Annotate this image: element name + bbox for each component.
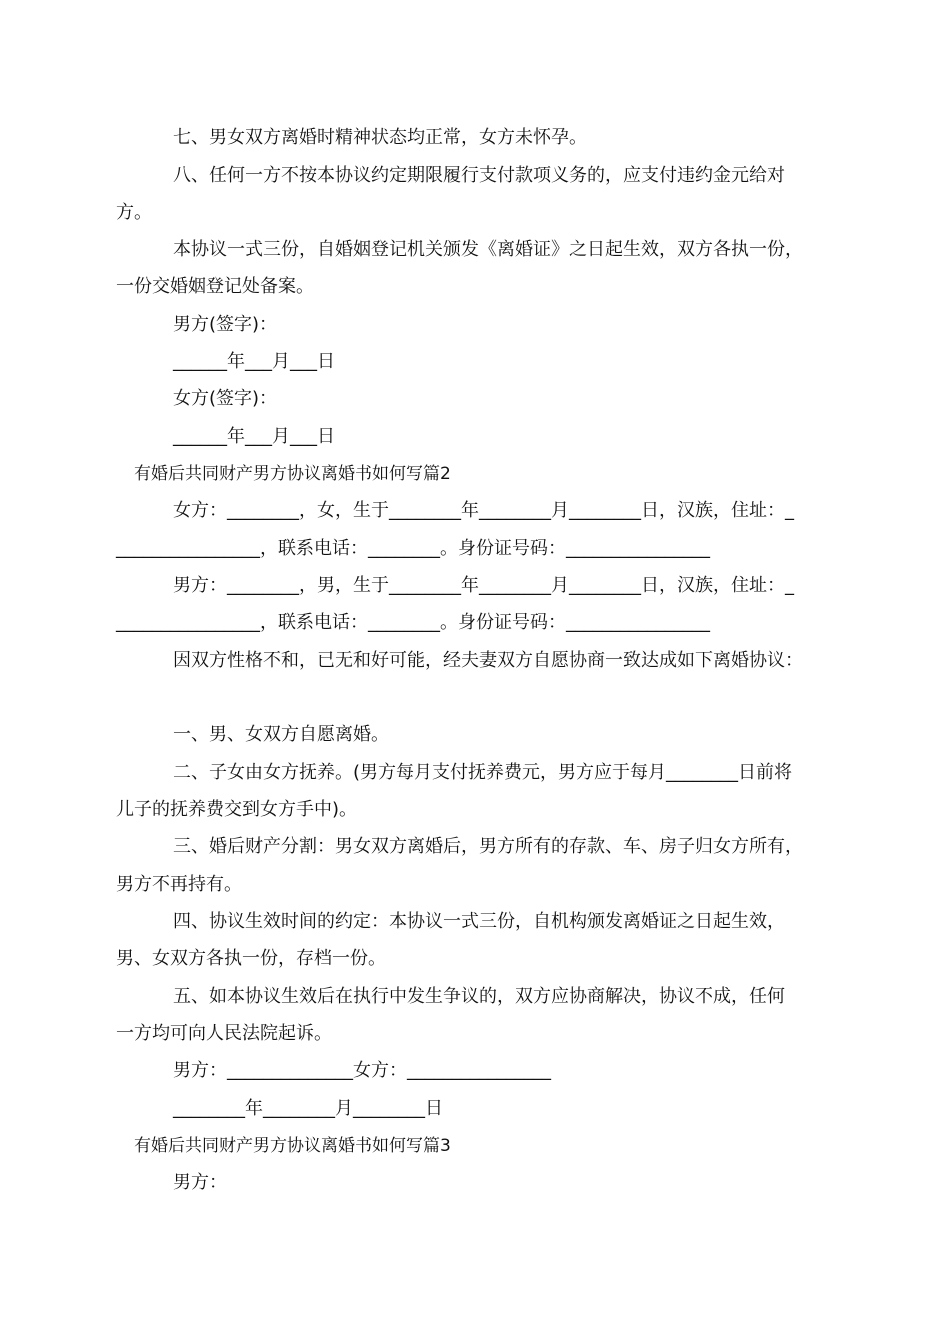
clause-4-line-1: 四、协议生效时间的约定：本协议一式三份，自机构颁发离婚证之日起生效，	[173, 911, 785, 932]
signature-date: ________年________月________日	[173, 1098, 443, 1119]
female-signature-date: ______年___月___日	[173, 426, 335, 447]
preamble: 因双方性格不和，已无和好可能，经夫妻双方自愿协商一致达成如下离婚协议：	[173, 650, 803, 671]
clause-8-line-1: 八、任何一方不按本协议约定期限履行支付款项义务的，应支付违约金元给对	[173, 165, 785, 186]
clause-2-line-1: 二、子女由女方抚养。(男方每月支付抚养费元，男方应于每月________日前将	[173, 762, 793, 783]
male-party-label: 男方：	[173, 1172, 227, 1193]
clause-4-line-2: 男、女双方各执一份，存档一份。	[116, 948, 386, 969]
signature-line: 男方：______________女方：________________	[173, 1060, 551, 1081]
clause-7: 七、男女双方离婚时精神状态均正常，女方未怀孕。	[173, 127, 587, 148]
section-heading-3: 有婚后共同财产男方协议离婚书如何写篇3	[134, 1136, 451, 1156]
male-signature-date: ______年___月___日	[173, 351, 335, 372]
female-party-line-1: 女方：________，女，生于________年________月________日，汉族，住址：_	[173, 500, 794, 521]
clause-1: 一、男、女双方自愿离婚。	[173, 724, 389, 745]
male-signature-label: 男方(签字)：	[173, 314, 278, 335]
clause-8-line-2: 方。	[116, 202, 152, 223]
clause-3-line-2: 男方不再持有。	[116, 874, 242, 895]
female-party-line-2: ________________，联系电话：________。身份证号码：________________	[116, 538, 710, 559]
male-party-line-1: 男方：________，男，生于________年________月________日，汉族，住址：_	[173, 575, 794, 596]
clause-2-line-2: 儿子的抚养费交到女方手中)。	[116, 799, 358, 820]
female-signature-label: 女方(签字)：	[173, 388, 278, 409]
validity-line-2: 一份交婚姻登记处备案。	[116, 276, 314, 297]
clause-5-line-1: 五、如本协议生效后在执行中发生争议的，双方应协商解决，协议不成，任何	[173, 986, 785, 1007]
male-party-line-2: ________________，联系电话：________。身份证号码：________________	[116, 612, 710, 633]
clause-3-line-1: 三、婚后财产分割：男女双方离婚后，男方所有的存款、车、房子归女方所有，	[173, 836, 803, 857]
section-heading-2: 有婚后共同财产男方协议离婚书如何写篇2	[134, 464, 451, 484]
validity-line-1: 本协议一式三份，自婚姻登记机关颁发《离婚证》之日起生效，双方各执一份，	[173, 239, 803, 260]
clause-5-line-2: 一方均可向人民法院起诉。	[116, 1023, 332, 1044]
